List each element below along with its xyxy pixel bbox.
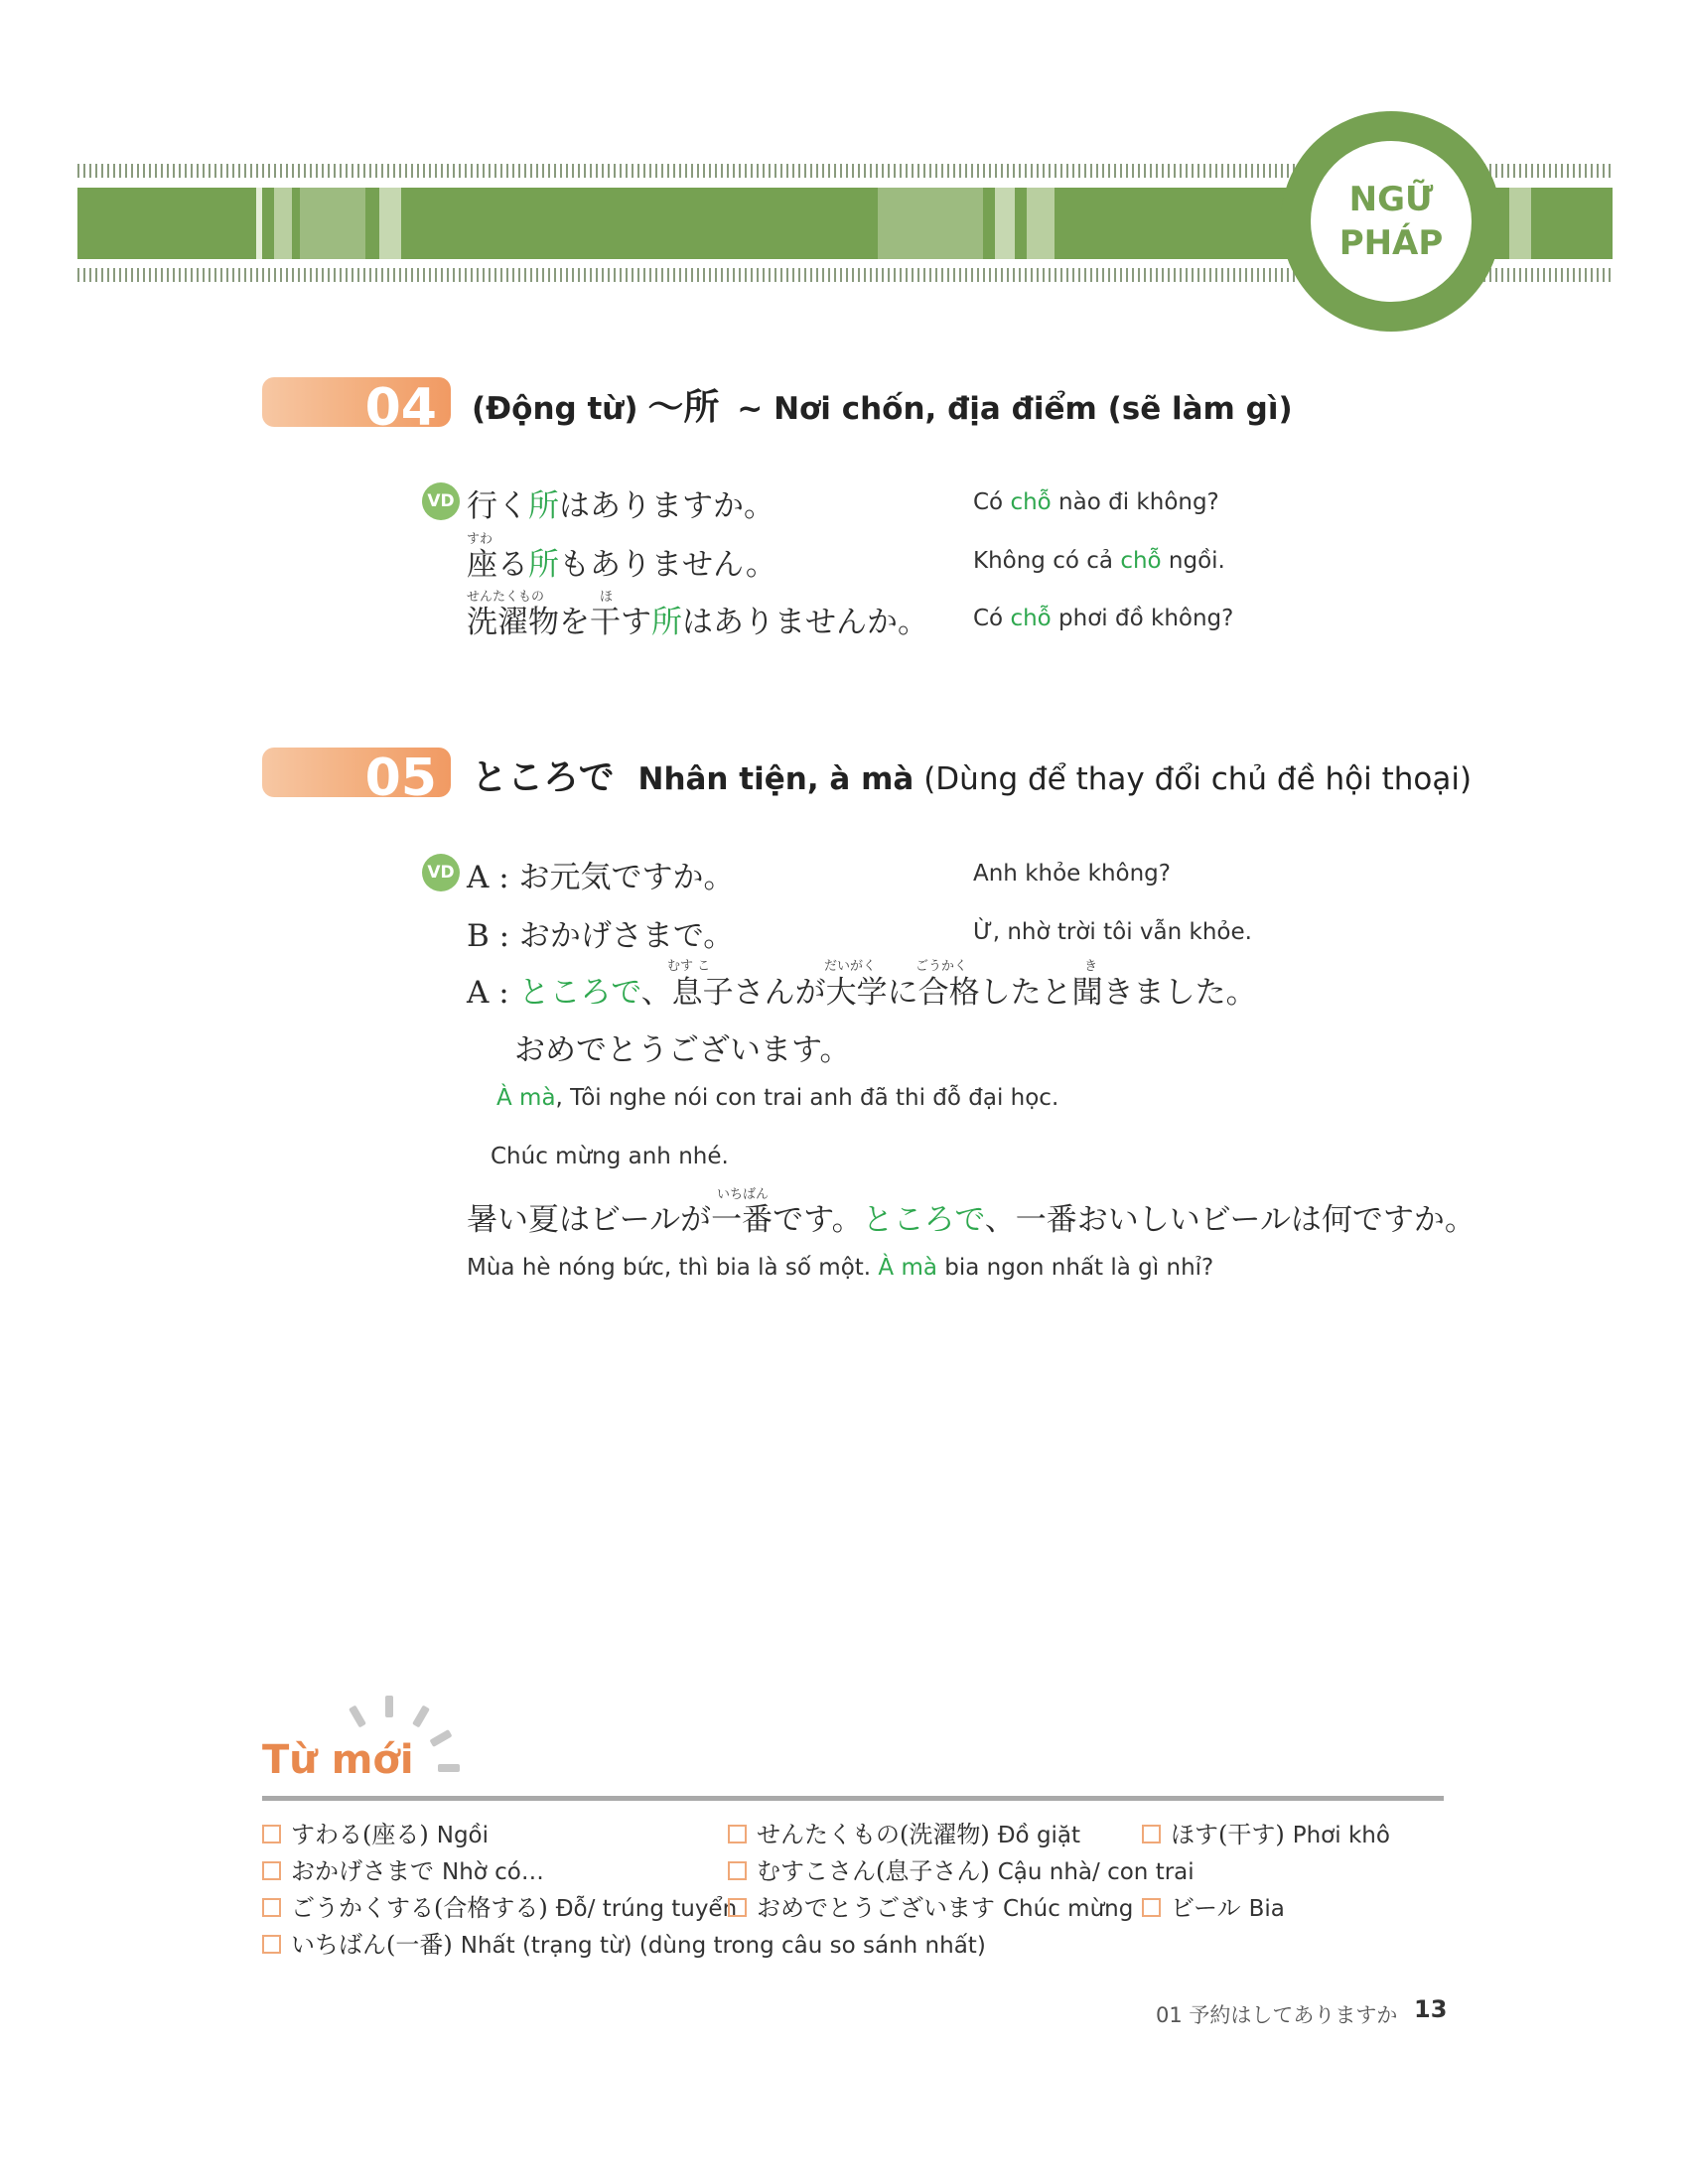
footer-lesson: 01 予約はしてありますか	[1156, 2003, 1398, 2027]
sunburst-ray	[438, 1764, 460, 1772]
banner-stripe	[1027, 188, 1055, 259]
vi-text: nào đi không?	[1051, 489, 1219, 515]
vocab-jp: おめでとうございます	[757, 1894, 995, 1922]
section-04-title-post: ~ Nơi chốn, địa điểm (sẽ làm gì)	[737, 391, 1293, 427]
jp-text: 行く	[467, 488, 528, 524]
jp-text: はありませんか。	[682, 605, 928, 640]
vi-text: bia ngon nhất là gì nhỉ?	[936, 1255, 1214, 1281]
vocab-vi: Ngồi	[436, 1823, 490, 1848]
banner-stripe	[274, 188, 292, 259]
furigana: ほ	[600, 590, 614, 605]
section-05-title-bold: Nhân tiện, à mà	[637, 761, 914, 797]
checkbox-icon	[1142, 1898, 1161, 1917]
dialogue-jp: B : おかげさまで。	[467, 918, 735, 954]
example-jp	[467, 539, 776, 584]
section-05-title-rest: (Dùng để thay đổi chủ đề hội thoại)	[923, 761, 1473, 797]
vi-text: Không có cả	[973, 548, 1121, 574]
dialogue-jp	[467, 967, 1257, 1012]
section-04-title-pre: (Động từ)	[472, 391, 638, 427]
page-number: 13	[1414, 1995, 1448, 2023]
jp-text: 、息子さんが大学に合格したと聞きました。	[640, 975, 1257, 1011]
vd-icon: VD	[422, 854, 460, 891]
banner-stripe	[1509, 188, 1531, 259]
vocab-item	[262, 1815, 489, 1849]
badge-line1: NGỮ	[1348, 180, 1434, 219]
vi-text: ngồi.	[1161, 548, 1225, 574]
section-05-title-jp: ところで	[472, 756, 615, 798]
vocab-item	[728, 1815, 1080, 1849]
section-04-number-pill	[262, 377, 451, 427]
vocab-jp: すわる(座る)	[291, 1821, 429, 1848]
vocab-vi: Nhờ có…	[442, 1859, 544, 1885]
furigana: せんたくもの	[467, 590, 545, 605]
example-vi	[467, 1255, 1213, 1281]
vocab-item	[262, 1925, 986, 1960]
jp-highlight: ところで	[518, 975, 641, 1011]
example-vi	[973, 489, 1219, 515]
vi-highlight: chỗ	[1010, 606, 1052, 631]
vocab-item	[262, 1888, 737, 1923]
vi-highlight: À mà	[878, 1255, 937, 1281]
jp-highlight: 所	[651, 605, 682, 640]
vi-text: Có	[973, 606, 1011, 631]
dialogue-vi: Chúc mừng anh nhé.	[491, 1144, 729, 1169]
vocab-item	[728, 1888, 1133, 1923]
vd-icon: VD	[422, 482, 460, 520]
checkbox-icon	[1142, 1825, 1161, 1843]
dialogue-vi: Anh khỏe không?	[973, 861, 1171, 887]
vi-text: , Tôi nghe nói con trai anh đã thi đỗ đại học.	[555, 1085, 1059, 1111]
vocab-item	[1142, 1815, 1390, 1849]
sunburst-ray	[412, 1705, 430, 1727]
jp-text: 、一番おいしいビールは何ですか。	[984, 1202, 1476, 1238]
vocab-vi: Bia	[1248, 1896, 1285, 1922]
jp-highlight: 所	[528, 547, 559, 583]
example-jp	[467, 1194, 1476, 1239]
jp-text: もありません。	[559, 547, 776, 583]
furigana: すわ	[467, 532, 493, 547]
sunburst-ray	[429, 1729, 452, 1747]
vi-text: Mùa hè nóng bức, thì bia là số một.	[467, 1255, 879, 1281]
vocab-vi: Nhất (trạng từ) (dùng trong câu so sánh nhất)	[460, 1933, 986, 1959]
section-05-number-pill	[262, 748, 451, 797]
banner-stripe	[995, 188, 1015, 259]
vocab-heading: Từ mới	[262, 1737, 414, 1783]
section-05-heading	[472, 750, 1472, 800]
furigana: ごうかく	[915, 959, 968, 974]
vocab-vi: Phơi khô	[1292, 1823, 1390, 1848]
section-04-number: 04	[364, 378, 437, 427]
banner-stripe	[379, 188, 401, 259]
checkbox-icon	[262, 1898, 281, 1917]
jp-text: 座る	[467, 547, 528, 583]
vocab-item	[262, 1851, 544, 1886]
banner-stripe	[256, 188, 262, 259]
checkbox-icon	[262, 1825, 281, 1843]
dialogue-jp: A : お元気ですか。	[467, 860, 735, 895]
dialogue-jp: おめでとうございます。	[514, 1032, 851, 1068]
vi-highlight: À mà	[496, 1085, 556, 1111]
vocab-divider	[262, 1796, 1444, 1801]
vocab-jp: おかげさまで	[291, 1857, 434, 1885]
grammar-badge	[1311, 141, 1472, 302]
vocab-jp: ごうかくする(合格する)	[291, 1894, 548, 1922]
vocab-vi: Chúc mừng	[1003, 1896, 1134, 1922]
section-04-heading	[472, 379, 1293, 430]
section-04-title-jp: 〜所	[647, 386, 720, 428]
banner-stripe	[878, 188, 983, 259]
banner-stripe	[300, 188, 365, 259]
checkbox-icon	[262, 1861, 281, 1880]
jp-highlight: 所	[528, 488, 559, 524]
jp-text: はありますか。	[559, 488, 774, 524]
vi-text: phơi đồ không?	[1051, 606, 1234, 631]
vocab-item	[1142, 1888, 1285, 1923]
vocab-vi: Cậu nhà/ con trai	[997, 1859, 1195, 1885]
jp-text: 暑い夏はビールが一番です。	[467, 1202, 863, 1238]
jp-highlight: ところで	[862, 1202, 985, 1238]
vocab-jp: いちばん(一番)	[291, 1931, 453, 1959]
vi-highlight: chỗ	[1120, 548, 1162, 574]
example-jp	[467, 480, 774, 525]
furigana: いちばん	[717, 1187, 770, 1202]
vocab-vi: Đồ giặt	[997, 1823, 1081, 1848]
dialogue-vi: Ừ, nhờ trời tôi vẫn khỏe.	[973, 919, 1252, 945]
example-vi	[973, 548, 1225, 574]
jp-text: 洗濯物を干す	[467, 605, 651, 640]
checkbox-icon	[728, 1825, 747, 1843]
furigana: むす こ	[667, 959, 711, 974]
vocab-item	[728, 1851, 1195, 1886]
checkbox-icon	[728, 1861, 747, 1880]
sunburst-ray	[349, 1705, 366, 1727]
vocab-jp: ビール	[1171, 1894, 1241, 1922]
furigana: だいがく	[824, 959, 877, 974]
badge-line2: PHÁP	[1338, 223, 1444, 263]
vocab-jp: むすこさん(息子さん)	[757, 1857, 990, 1885]
vocab-jp: せんたくもの(洗濯物)	[757, 1821, 990, 1848]
vi-text: Có	[973, 489, 1011, 515]
vocab-jp: ほす(干す)	[1171, 1821, 1285, 1848]
checkbox-icon	[728, 1898, 747, 1917]
furigana: き	[1084, 959, 1098, 974]
example-jp	[467, 597, 928, 641]
vocab-vi: Đỗ/ trúng tuyển	[555, 1896, 738, 1922]
speaker-label: A :	[467, 975, 519, 1011]
sunburst-ray	[385, 1696, 393, 1717]
vi-highlight: chỗ	[1010, 489, 1052, 515]
example-vi	[973, 606, 1233, 631]
checkbox-icon	[262, 1935, 281, 1954]
dialogue-vi	[496, 1085, 1058, 1111]
section-05-number: 05	[364, 749, 437, 797]
